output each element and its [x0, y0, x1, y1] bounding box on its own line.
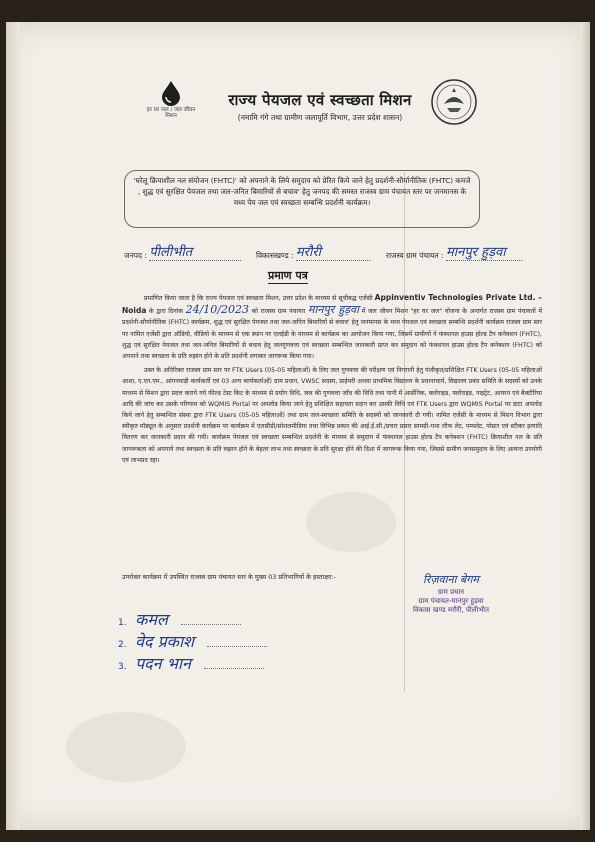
- signature-number: 2.: [118, 640, 127, 650]
- district-label: जनपद :: [124, 251, 147, 260]
- event-date: 24/10/2023: [185, 303, 249, 317]
- agency-name: Appinventiv Technologies Private Ltd. – Noida: [122, 293, 542, 316]
- jal-jeevan-mission-logo: [145, 80, 197, 119]
- participant-signatures: [118, 608, 267, 674]
- signature-line: [204, 668, 264, 669]
- program-notice: 'घरेलू क्रियाशील नल संयोजन (FHTC)' को अपनाने के लिये समुदाय को प्रेरित किये जाने हेतु प्रदर्शनी-सौर्यानीतिक (FHTC) कमजे , शुद्ध एवं सुरक्षित पेयजल तथा जल-जनित बिमारियों से बचाव' हेतु जनपद की समस्त राजस्व ग्राम पंचायत स्तर पर जनमानस के मध्य पेय जल एवं स्वच्छता सम्बन्धि प्रदर्शनी कार्यक्रम।: [124, 170, 480, 228]
- page-edge: [6, 22, 20, 830]
- body-paragraph-2: उक्त के अतिरिक्त राजस्व ग्राम स्तर पर FTK Users (05-05 महिलाओं) के लिए जल गुणवत्ता की परीक्षण एवं निगरानी हेतु पंजीकृत/प्रशिक्षित FTK Users (05-05 महिलाओं आशा, ए.एन.एम., आंगनवाड़ी कार्यकर्ती एवं 03 अन्य कार्यकर्ताओं) ग्राम प्रधान, VWSC सदस्य, प्राईमरी अथवा प्राथमिक विद्यालय के प्रधानाचार्य, विद्यालय प्रबंध समिति के सदस्यों को उनके माध्यम से मिशन द्वारा प्रदत्त कराये गये फील्ड टेस्ट किट के माध्यम से प्रयोग विधि, जल की गुणवत्ता जाँच की विधि तथा पानी में आर्सेनिक, क्लोराइड, फ्लोराइड, नाइट्रेट, आयरन एवं बैक्टीरिया आदि की जांच कर उसके परिणाम को WQMIS Portal पर अपलोड किया जाने हेतु प्रशिक्षित सहायता प्रदान कर उसकी विधि एवं FTK Users द्वारा WQMIS Portal पर डाटा अपलोड किये जाने हेतु सम्बन्धित संस्था द्वारा FTK Users (05-05 महिलाओं) तथा ग्राम जल-स्वच्छता समिति के सदस्यों को जानकारी दी गयी। नामित एजेंसी के माध्यम से मिशन विभाग द्वारा स्वीकृत मॉड्यूल के अनुसार प्रदर्शनी कार्यक्रम पर कार्यक्रम में एलसीडी/सोशलमीडिया तथा विभिन्न प्रकार की आई.ई.सी./प्रचार प्रसार सामग्री-यथा लीफ लेट, पम्पलेट, पोस्टर एवं स्टीकर इत्यादि वितरण कर जानकारी प्रदान की गयी। कार्यक्रम पेयजल एवं स्वच्छता सम्बन्धित प्रदर्शनी के माध्यम से समुदाय में फंक्शनल हाउस होल्ड टैप कनेक्शन (FHTC) क्रियाशील नल के प्रति जागरूकता को अपनाये तथा स्वच्छता के प्रति रुझान होने के बेहतर लाभ तथा स्वच्छता के प्रति सुरक्षा होने की दिशा में जागरूक किया गया, जिससे ग्रामीण जनसमुदाय के लिए अत्यन्त उपयोगी एवं लाभप्रद रहा।: [122, 367, 543, 464]
- participant-signature: पदन भान: [135, 654, 191, 673]
- stamp-line: विकास खण्ड मरौरी, पीलीभीत: [413, 606, 489, 614]
- stamp-line: ग्राम प्रधान: [437, 588, 465, 596]
- certificate-title: प्रमाण पत्र: [268, 269, 308, 282]
- signature-number: 3.: [118, 662, 127, 672]
- district-field: [124, 242, 241, 261]
- certificate-body: [122, 292, 542, 469]
- panchayat-label: राजस्व ग्राम पंचायत :: [386, 251, 444, 260]
- page-edge: [580, 22, 590, 830]
- paper-stain: [306, 492, 396, 552]
- logo-caption: हर घर जल / जल जीवन मिशन: [146, 107, 196, 119]
- signature-line: [181, 624, 241, 625]
- body-text: प्रमाणित किया जाता है कि राज्य पेयजल एवं स्वच्छता मिशन, उत्तर प्रदेश के माध्यम से सूचीबद्ध एजेंसी: [144, 295, 373, 302]
- district-value: पीलीभीत: [149, 245, 193, 260]
- up-govt-emblem: [430, 78, 478, 126]
- panchayat-value: मानपुर हुड़वा: [445, 245, 506, 260]
- signature-number: 1.: [118, 618, 127, 628]
- mission-subtitle: (नमामि गंगे तथा ग्रामीण जलापूर्ति विभाग, उत्तर प्रदेश शासन): [237, 113, 403, 122]
- body-text: के द्वारा दिनांक: [149, 308, 183, 316]
- panchayat-field: [386, 242, 522, 261]
- participant-signature: कमल: [135, 610, 168, 629]
- village-name: मानपुर हुड़वा: [307, 303, 360, 317]
- block-value: मरौरी: [295, 245, 322, 260]
- mission-title: राज्य पेयजल एवं स्वच्छता मिशन: [228, 91, 412, 109]
- body-text: को राजस्व ग्राम पंचायत: [251, 308, 306, 316]
- paper-stain: [66, 712, 186, 782]
- block-label: विकासखण्ड :: [256, 251, 294, 260]
- signature-line: [207, 646, 267, 647]
- pradhan-signature-block: [396, 572, 506, 615]
- signatures-heading: उपरोक्त कार्यक्रम में उपस्थित राजस्व ग्राम पंचायत स्तर के मुख्य 03 प्रतिभागियों के हस्ताक्षर:-: [122, 573, 336, 581]
- body-text: में जल जीवन मिशन "हर घर जल" योजना के अन्तर्गत राजस्व ग्राम पंचायतों में प्रदर्शनी-सौर्यानीतिक (FHTC) कार्यक्रम, शुद्ध एवं सुरक्षित पेयजल तथा जल-जनित बिमारियों से बचाव' हेतु जनमानस के मध्य पेयजल एवं स्वच्छता सम्बन्धि प्रदर्शनी कार्यक्रम राजस्व ग्राम स्तर पर नामित एजेंसी द्वारा ऑडियो, वीडियो के माध्यम से एक स्थान पर एलईडी के माध्यम से कार्यक्रम का आयोजन किया गया, जिसमें ग्रामीणों ने फंक्शनल हाउस होल्ड टैप कनेक्शन (FHTC), शुद्ध एवं सुरक्षित पेयजल तथा जल-जनित बिमारियों से बचाव हेतु जलगुणवत्ता एवं स्वच्छता सम्बन्धित जानकारी प्राप्त कर समुदाय को फंक्शनल हाउस होल्ड टैप कनेक्शन (FHTC) को अपनाने तथा स्वच्छता के प्रति रुझान होने के प्रति प्रदर्शनी लगाकर जागरूक किया गया।: [122, 308, 543, 361]
- pradhan-stamp: [396, 588, 506, 615]
- stamp-line: ग्राम पंचायत-मानपुर हुड़वा: [418, 597, 484, 605]
- signature-row: [118, 608, 267, 630]
- water-drop-icon: [160, 80, 182, 106]
- participant-signature: वेद प्रकाश: [135, 632, 194, 651]
- block-field: [256, 242, 370, 261]
- state-emblem-icon: [430, 78, 478, 126]
- letterhead: [200, 90, 440, 123]
- signature-row: [118, 630, 267, 652]
- body-paragraph-1: [122, 292, 542, 362]
- signature-row: [118, 652, 267, 674]
- pradhan-signature: रिज़वाना बेगम: [423, 573, 479, 586]
